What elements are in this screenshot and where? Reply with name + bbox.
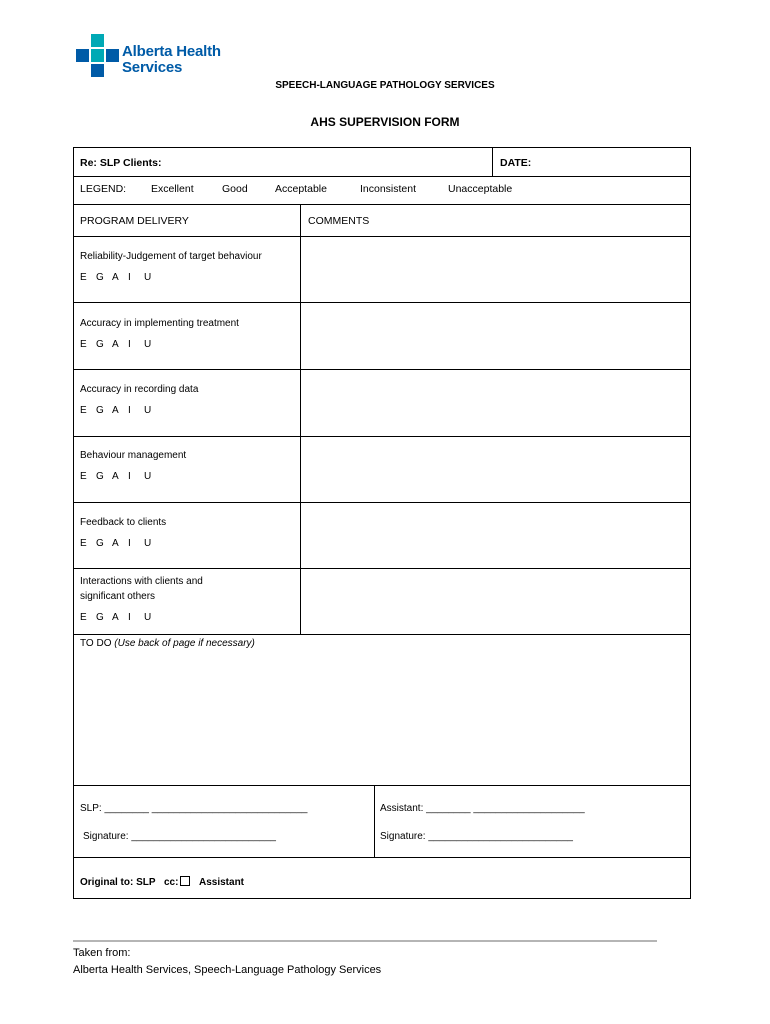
rating-letter[interactable]: G (96, 405, 104, 416)
slp-signature-field[interactable]: Signature: __________________________ (83, 831, 276, 842)
rating-letter[interactable]: U (144, 272, 152, 283)
cc-assistant-label: Assistant (199, 877, 245, 888)
rating-letter[interactable]: I (128, 538, 131, 549)
rating-letter[interactable]: A (112, 339, 119, 350)
comments-cell[interactable] (301, 437, 690, 502)
rating-scale (80, 471, 160, 482)
criterion-label: Behaviour management (80, 450, 187, 461)
legend-label: LEGEND: (80, 183, 127, 195)
rating-letter[interactable]: U (144, 471, 152, 482)
legend-excellent: Excellent (151, 183, 194, 195)
re-slp-clients-label: Re: SLP Clients: (80, 157, 162, 169)
rating-letter[interactable]: I (128, 272, 131, 283)
rating-letter[interactable]: E (80, 339, 87, 350)
todo-section-label (80, 638, 255, 649)
legend-inconsistent: Inconsistent (360, 183, 417, 195)
rating-letter[interactable]: G (96, 339, 104, 350)
rating-letter[interactable]: I (128, 405, 131, 416)
comments-cell[interactable] (301, 569, 690, 634)
assistant-signature-field[interactable]: Signature: __________________________ (380, 831, 573, 842)
rating-letter[interactable]: G (96, 471, 104, 482)
rating-letter[interactable]: A (112, 612, 119, 623)
original-to-label: Original to: SLP (80, 877, 156, 888)
row-divider (74, 634, 690, 635)
rating-letter[interactable]: G (96, 612, 104, 623)
cc-label: cc: (164, 877, 179, 888)
rating-scale (80, 612, 160, 623)
row-divider (74, 785, 690, 786)
criterion-label: Feedback to clients (80, 517, 167, 528)
todo-label: TO DO (80, 638, 112, 649)
row-divider (74, 176, 690, 177)
date-column-divider (492, 148, 493, 176)
comments-cell[interactable] (301, 503, 690, 568)
rating-letter[interactable]: A (112, 471, 119, 482)
rating-letter[interactable]: A (112, 272, 119, 283)
rating-letter[interactable]: U (144, 612, 152, 623)
logo-cross-center (91, 49, 104, 62)
footer-source-label: Taken from: (73, 947, 131, 959)
rating-letter[interactable]: A (112, 538, 119, 549)
footer-source-text: Alberta Health Services, Speech-Language Pathology Services (73, 964, 382, 976)
logo-cross-bottom (91, 64, 104, 77)
todo-note: (Use back of page if necessary) (114, 638, 255, 649)
rating-letter[interactable]: E (80, 612, 87, 623)
criterion-label-line2: significant others (80, 591, 156, 602)
legend-good: Good (222, 183, 248, 195)
rating-letter[interactable]: I (128, 471, 131, 482)
logo-cross-right (106, 49, 119, 62)
slp-name-field[interactable]: SLP: ________ ____________________________ (80, 803, 308, 814)
rating-letter[interactable]: I (128, 339, 131, 350)
comments-cell[interactable] (301, 370, 690, 436)
todo-area[interactable] (75, 652, 689, 784)
logo-wordmark-line1: Alberta Health (122, 43, 221, 60)
service-title: SPEECH-LANGUAGE PATHOLOGY SERVICES (275, 80, 495, 91)
rating-letter[interactable]: A (112, 405, 119, 416)
criterion-label: Accuracy in implementing treatment (80, 318, 239, 329)
rating-letter[interactable]: E (80, 272, 87, 283)
rating-scale (80, 405, 160, 416)
form-title: AHS SUPERVISION FORM (310, 115, 460, 129)
cc-assistant-checkbox[interactable] (180, 876, 190, 886)
logo-cross-top (91, 34, 104, 47)
row-divider (74, 857, 690, 858)
comments-cell[interactable] (301, 303, 690, 369)
rating-letter[interactable]: E (80, 471, 87, 482)
rating-letter[interactable]: U (144, 405, 152, 416)
rating-scale (80, 339, 160, 350)
legend-unacceptable: Unacceptable (448, 183, 513, 195)
rating-letter[interactable]: U (144, 339, 152, 350)
rating-scale (80, 272, 160, 283)
program-delivery-header: PROGRAM DELIVERY (80, 215, 189, 227)
logo-wordmark-line2: Services (122, 59, 183, 76)
criterion-label-line1: Interactions with clients and (80, 576, 203, 587)
criterion-label: Accuracy in recording data (80, 384, 199, 395)
legend-acceptable: Acceptable (275, 183, 327, 195)
footer-divider (73, 940, 657, 942)
alberta-health-services-logo (76, 34, 236, 78)
row-divider (74, 204, 690, 205)
rating-letter[interactable]: E (80, 405, 87, 416)
rating-letter[interactable]: G (96, 272, 104, 283)
signature-column-divider (374, 785, 375, 857)
rating-scale (80, 538, 160, 549)
rating-letter[interactable]: U (144, 538, 152, 549)
comments-cell[interactable] (301, 237, 690, 302)
supervision-form-table (73, 147, 691, 899)
criterion-label: Reliability-Judgement of target behaviour (80, 251, 262, 262)
date-label: DATE: (500, 157, 532, 169)
rating-letter[interactable]: E (80, 538, 87, 549)
rating-letter[interactable]: I (128, 612, 131, 623)
rating-letter[interactable]: G (96, 538, 104, 549)
comments-header: COMMENTS (308, 215, 370, 227)
logo-cross-left (76, 49, 89, 62)
assistant-name-field[interactable]: Assistant: ________ ____________________ (380, 803, 585, 814)
